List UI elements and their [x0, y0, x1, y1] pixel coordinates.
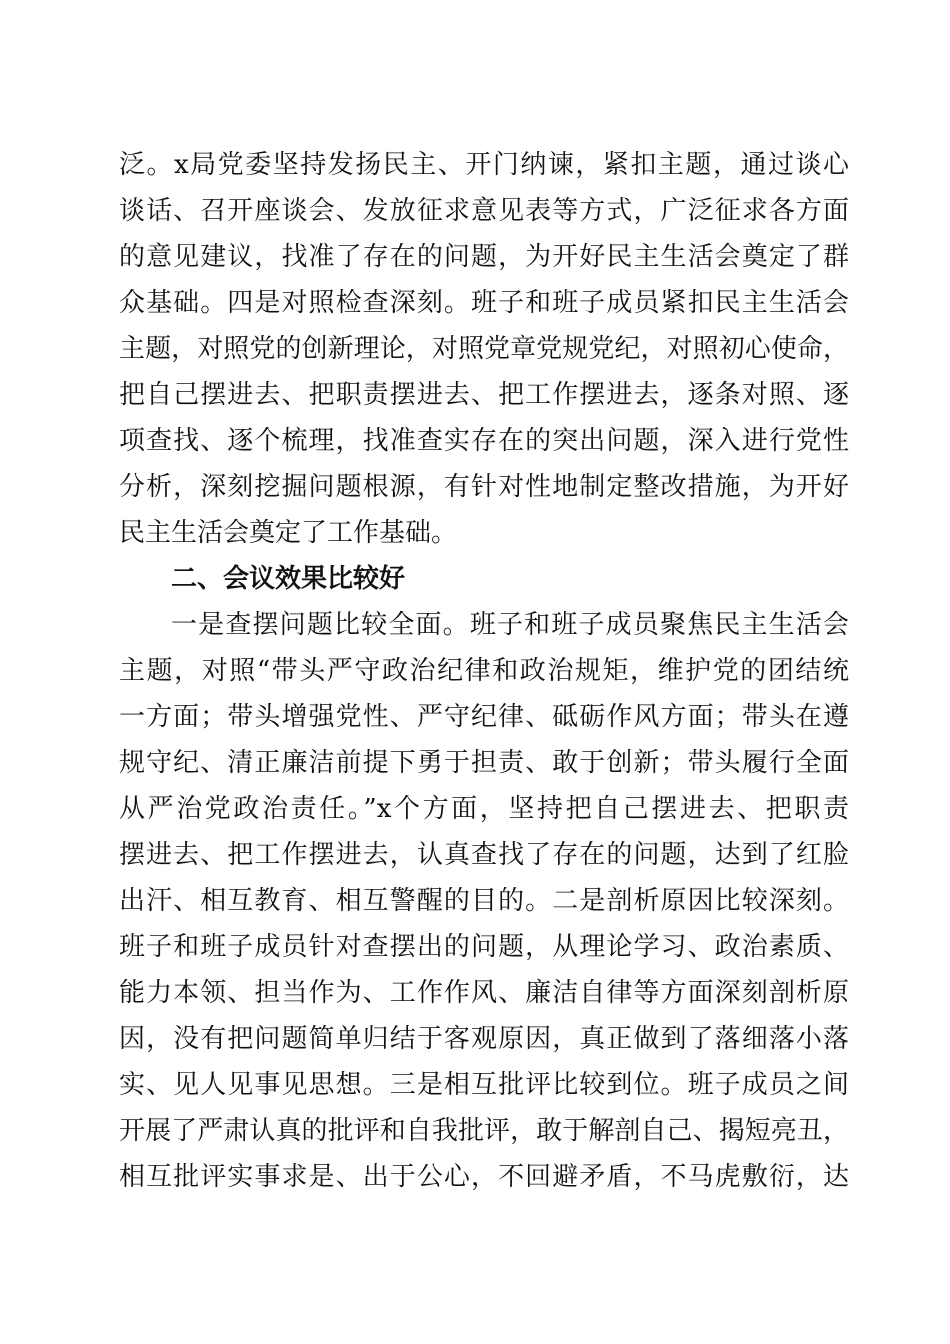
paragraph-line: 项查找、逐个梳理，找准查实存在的突出问题，深入进行党性 [119, 426, 849, 456]
paragraph-line: 从严治党政治责任。”x个方面，坚持把自己摆进去、把职责 [119, 794, 849, 824]
section-heading: 二、会议效果比较好 [171, 564, 406, 594]
paragraph-line: 因，没有把问题简单归结于客观原因，真正做到了落细落小落 [119, 1024, 849, 1054]
document-body [119, 142, 849, 1200]
paragraph-line: 分析，深刻挖掘问题根源，有针对性地制定整改措施，为开好 [119, 472, 849, 502]
paragraph-line: 把自己摆进去、把职责摆进去、把工作摆进去，逐条对照、逐 [119, 380, 849, 410]
paragraph-line: 能力本领、担当作为、工作作风、廉洁自律等方面深刻剖析原 [119, 978, 849, 1008]
paragraph-line: 规守纪、清正廉洁前提下勇于担责、敢于创新；带头履行全面 [119, 748, 849, 778]
paragraph-line: 的意见建议，找准了存在的问题，为开好民主生活会奠定了群 [119, 242, 849, 272]
paragraph-line: 一方面；带头增强党性、严守纪律、砥砺作风方面；带头在遵 [119, 702, 849, 732]
paragraph-line: 主题，对照“带头严守政治纪律和政治规矩，维护党的团结统 [119, 656, 849, 686]
paragraph-line: 摆进去、把工作摆进去，认真查找了存在的问题，达到了红脸 [119, 840, 849, 870]
paragraph-line: 泛。x局党委坚持发扬民主、开门纳谏，紧扣主题，通过谈心 [119, 150, 849, 180]
paragraph-line: 主题，对照党的创新理论，对照党章党规党纪，对照初心使命， [119, 334, 849, 364]
paragraph-line: 一是查摆问题比较全面。班子和班子成员聚焦民主生活会 [171, 610, 849, 640]
paragraph-line: 实、见人见事见思想。三是相互批评比较到位。班子成员之间 [119, 1070, 849, 1100]
paragraph-line: 众基础。四是对照检查深刻。班子和班子成员紧扣民主生活会 [119, 288, 849, 318]
paragraph-line: 开展了严肃认真的批评和自我批评，敢于解剖自己、揭短亮丑， [119, 1116, 849, 1146]
paragraph-line: 相互批评实事求是、出于公心，不回避矛盾，不马虎敷衍，达 [119, 1162, 849, 1192]
paragraph-line: 民主生活会奠定了工作基础。 [119, 518, 458, 548]
paragraph-line: 出汗、相互教育、相互警醒的目的。二是剖析原因比较深刻。 [119, 886, 849, 916]
paragraph-line: 班子和班子成员针对查摆出的问题，从理论学习、政治素质、 [119, 932, 849, 962]
paragraph-line: 谈话、召开座谈会、发放征求意见表等方式，广泛征求各方面 [119, 196, 849, 226]
